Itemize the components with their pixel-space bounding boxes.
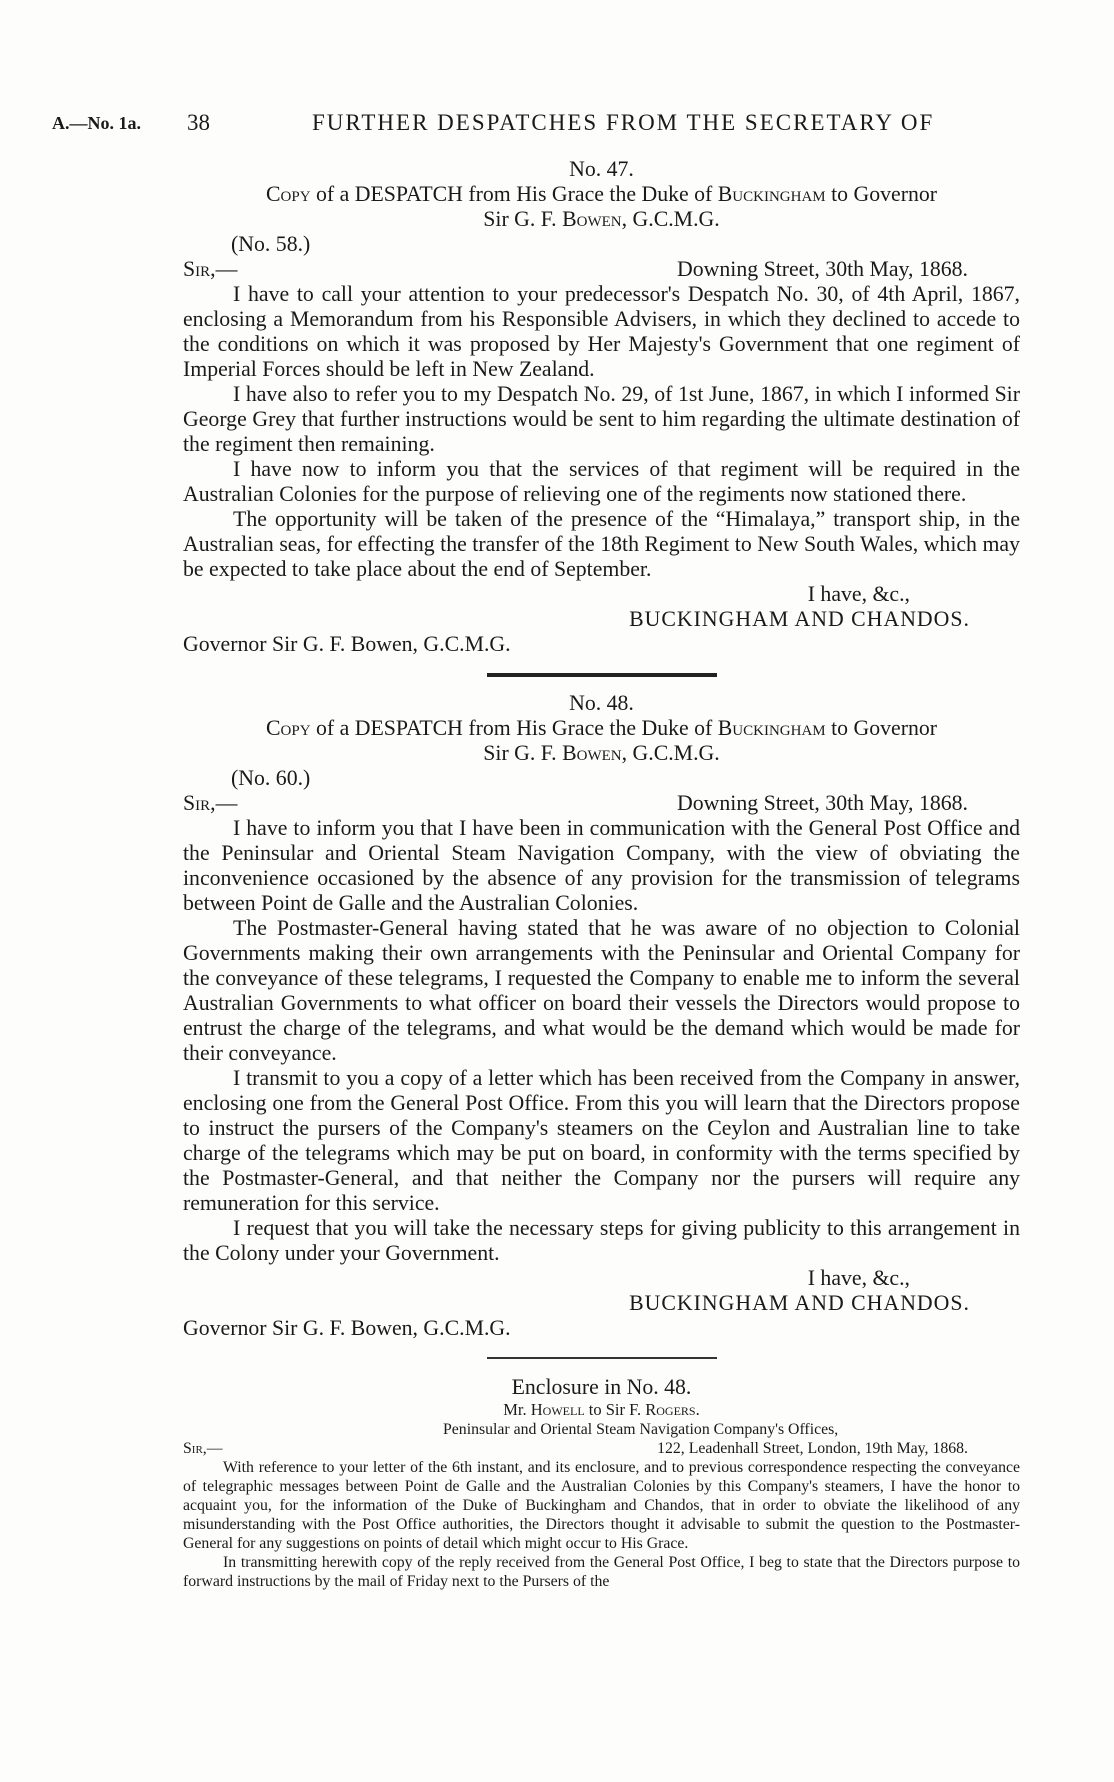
- salutation: Sir,—: [183, 791, 238, 815]
- section-divider: [487, 673, 717, 677]
- salutation-row: [183, 257, 1020, 282]
- salutation: Sir,—: [183, 1440, 223, 1457]
- despatch-number: No. 47.: [569, 157, 634, 181]
- signature: BUCKINGHAM AND CHANDOS.: [629, 607, 970, 631]
- despatch-47: [183, 157, 1020, 657]
- paragraph: The opportunity will be taken of the presence of the “Himalaya,” transport ship, in the Australian seas, for effecting the transfer of the 18th Regiment to New South Wales, which may be expected to take place about the end of September.: [183, 507, 1020, 581]
- closing: I have, &c.,: [807, 1266, 910, 1290]
- despatch-number: No. 48.: [569, 691, 634, 715]
- salutation-row: [183, 1439, 1020, 1458]
- addressee: Governor Sir G. F. Bowen, G.C.M.G.: [183, 632, 511, 656]
- paragraph: The Postmaster-General having stated that he was aware of no objection to Colonial Governments making their own arrangements with the Peninsular and Oriental Company for the conveyance of these telegrams, I requested the Company to enable me to inform the several Australian Governments to what officer on board their vessels the Directors would propose to entrust the charge of the telegrams, and what would be the demand which would be made for their conveyance.: [183, 916, 1020, 1065]
- document-body: [183, 157, 1020, 1591]
- address-line: Peninsular and Oriental Steam Navigation Company's Offices,: [443, 1421, 839, 1438]
- despatch-48: [183, 691, 1020, 1341]
- paragraph: With reference to your letter of the 6th instant, and its enclosure, and to previous correspondence respecting the conveyance of telegraphic messages between Point de Galle and the Australian Colonies by this Company's steamers, I have the honor to acquaint you, for the information of the Duke of Buckingham and Chandos, that in order to obviate the likelihood of any misunderstanding with the Post Office authorities, the Directors thought it advisable to submit the question to the Postmaster-General for any suggestions on points of detail which might occur to His Grace.: [183, 1459, 1020, 1552]
- document-reference: A.—No. 1a.: [52, 113, 141, 133]
- paragraph: In transmitting herewith copy of the reply received from the General Post Office, I beg to state that the Directors purpose to forward instructions by the mail of Friday next to the Pursers of the: [183, 1554, 1020, 1590]
- running-title: FURTHER DESPATCHES FROM THE SECRETARY OF: [312, 110, 935, 135]
- place-date: Downing Street, 30th May, 1868.: [676, 791, 968, 815]
- place-date: Downing Street, 30th May, 1868.: [676, 257, 968, 281]
- page-number: 38: [187, 110, 210, 135]
- paragraph: I have to call your attention to your predecessor's Despatch No. 30, of 4th April, 1867, enclosing a Memorandum from his Responsible Advisers, in which they declined to accede to the conditions on which it was proposed by Her Majesty's Government that one regiment of Imperial Forces should be left in New Zealand.: [183, 282, 1020, 381]
- paragraph: I have also to refer you to my Despatch No. 29, of 1st June, 1867, in which I informed Sir George Grey that further instructions would be sent to him regarding the ultimate destination of the regiment then remaining.: [183, 382, 1020, 456]
- despatch-ref: (No. 58.): [231, 232, 311, 256]
- paragraph: I transmit to you a copy of a letter which has been received from the Company in answer, enclosing one from the General Post Office. From this you will learn that the Directors propose to instruct the pursers of the Company's steamers on the Ceylon and Australian line to take charge of the telegrams which may be put on board, in conformity with the terms specified by the Postmaster-General, and that neither the Company nor the pursers will require any remuneration for this service.: [183, 1066, 1020, 1215]
- salutation-row: [183, 791, 1020, 816]
- address-date: 122, Leadenhall Street, London, 19th May, 1868.: [657, 1440, 968, 1457]
- closing: I have, &c.,: [807, 582, 910, 606]
- page-header: [52, 110, 1052, 142]
- despatch-recipient: Sir G. F. Bowen, G.C.M.G.: [483, 741, 720, 765]
- despatch-ref: (No. 60.): [231, 766, 311, 790]
- section-divider: [487, 1357, 717, 1359]
- paragraph: I have now to inform you that the services of that regiment will be required in the Australian Colonies for the purpose of relieving one of the regiments now stationed there.: [183, 457, 1020, 506]
- despatch-title: Copy of a DESPATCH from His Grace the Duke of Buckingham to Governor: [265, 182, 938, 206]
- enclosure-from-to: Mr. Howell to Sir F. Rogers.: [503, 1400, 700, 1419]
- enclosure: [183, 1375, 1020, 1591]
- addressee: Governor Sir G. F. Bowen, G.C.M.G.: [183, 1316, 511, 1340]
- paragraph: I have to inform you that I have been in communication with the General Post Office and the Peninsular and Oriental Steam Navigation Company, with the view of obviating the inconvenience occasioned by the absence of any provision for the transmission of telegrams between Point de Galle and the Australian Colonies.: [183, 816, 1020, 915]
- paragraph: I request that you will take the necessary steps for giving publicity to this arrangement in the Colony under your Government.: [183, 1216, 1020, 1265]
- signature: BUCKINGHAM AND CHANDOS.: [629, 1291, 970, 1315]
- enclosure-title: Enclosure in No. 48.: [511, 1375, 692, 1399]
- despatch-recipient: Sir G. F. Bowen, G.C.M.G.: [483, 207, 720, 231]
- despatch-title: Copy of a DESPATCH from His Grace the Duke of Buckingham to Governor: [265, 716, 938, 740]
- salutation: Sir,—: [183, 257, 238, 281]
